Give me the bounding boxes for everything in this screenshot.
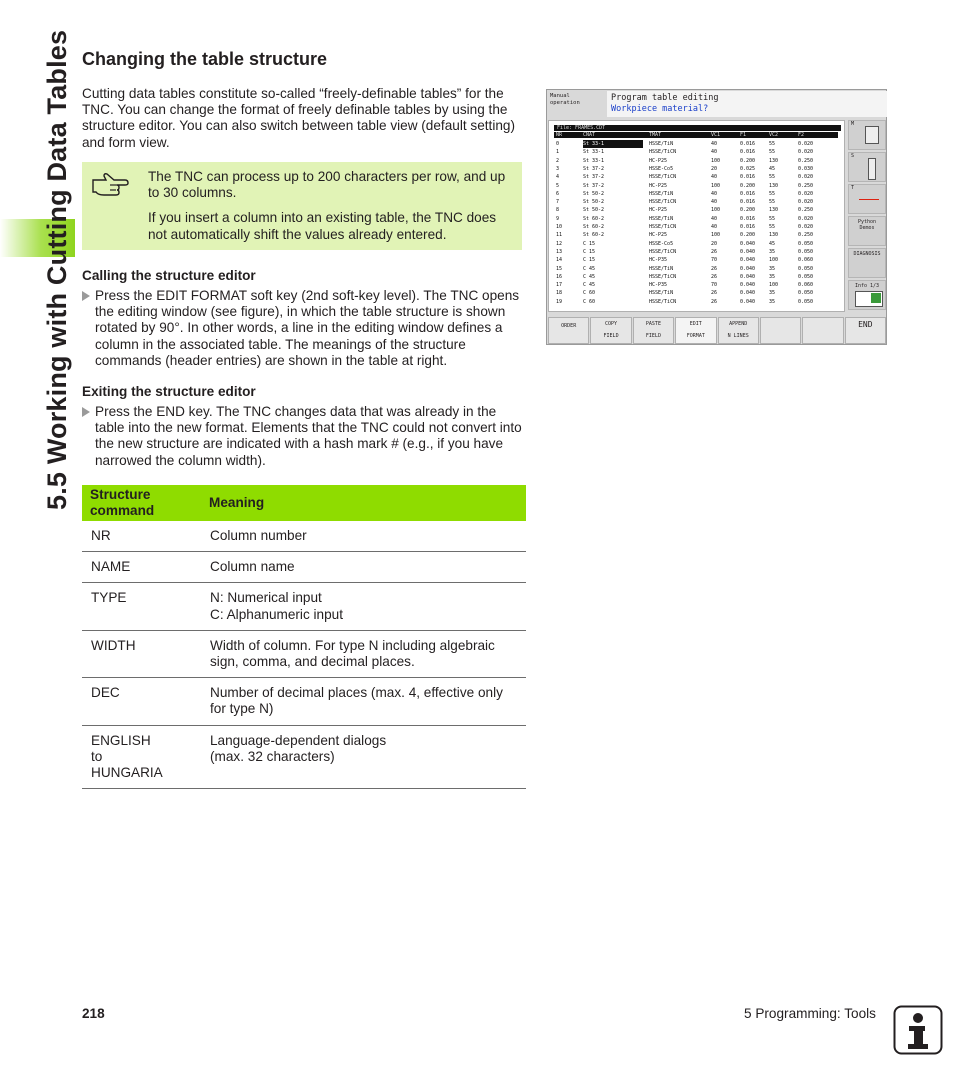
screen-table-cell: HC-P35 [649, 257, 668, 264]
screen-table-cell: 0.060 [798, 257, 814, 264]
softkey-button[interactable] [718, 317, 759, 344]
screen-table-cell: 55 [769, 190, 776, 197]
screen-table-row[interactable] [554, 190, 838, 198]
screen-table-cell: 40 [711, 224, 718, 230]
screen-table-cell: 40 [711, 141, 718, 147]
screen-table-row[interactable] [554, 248, 838, 256]
screen-table-cell: 55 [769, 199, 776, 206]
screen-table-row[interactable] [554, 182, 838, 190]
screen-table-cell: 1 [556, 149, 560, 156]
screen-table-cell: 26 [711, 248, 718, 255]
pointing-hand-icon [90, 170, 130, 198]
screen-table-cell: St 33-1 [583, 140, 643, 148]
note-line-1: The TNC can process up to 200 characters per row, and up to 30 columns. [148, 169, 506, 201]
diagnosis-box[interactable] [848, 248, 886, 278]
screen-table-cell: 0.016 [740, 215, 756, 222]
screen-table-cell: 0.025 [740, 165, 756, 172]
screen-table-cell: 13 [556, 248, 563, 255]
screen-table-cell: 70 [711, 257, 718, 264]
screen-table-area [548, 120, 845, 312]
meaning-cell: Column number [201, 521, 526, 552]
tool-arrow-icon [859, 199, 879, 200]
screen-table-cell: St 37-2 [583, 165, 605, 172]
screen-table-cell: HSSE/TiCN [649, 174, 677, 181]
tnc-screen-figure [546, 89, 887, 345]
bullet-arrow-icon [82, 291, 90, 301]
screen-table-cell: 0.250 [798, 157, 814, 164]
screen-table-cell: C 15 [583, 248, 596, 255]
screen-table-cell: 100 [769, 257, 779, 264]
table-row [82, 552, 526, 583]
screen-table-cell: 0.040 [740, 298, 756, 305]
screen-table-cell: 0.020 [798, 141, 814, 147]
screen-table-cell: 0.016 [740, 199, 756, 206]
spindle-m-box [848, 120, 886, 150]
screen-table-cell: St 37-2 [583, 174, 605, 181]
screen-table-cell: HSSE/TiN [649, 290, 674, 297]
screen-table-cell: 11 [556, 232, 563, 239]
screen-table-cell: 40 [711, 199, 718, 206]
info-box[interactable] [848, 280, 886, 310]
screen-table-row[interactable] [554, 206, 838, 214]
screen-table-row[interactable] [554, 148, 838, 156]
calling-heading: Calling the structure editor [82, 268, 256, 283]
screen-table-cell: HC-P25 [649, 182, 668, 189]
screen-table-cell: C 60 [583, 298, 596, 305]
screen-table-row[interactable] [554, 281, 838, 289]
screen-table-row[interactable] [554, 256, 838, 264]
screen-table-cell: HSSE-Co5 [649, 165, 674, 172]
meaning-cell: N: Numerical input C: Alphanumeric input [201, 583, 526, 630]
screen-table-cell: 45 [769, 240, 776, 247]
screen-table-row[interactable] [554, 215, 838, 223]
screen-table-cell: 0.050 [798, 248, 814, 255]
screen-table-cell: 20 [711, 165, 718, 172]
screen-table-cell: HSSE/TiCN [649, 273, 677, 280]
screen-table-row[interactable] [554, 157, 838, 165]
screen-table-cell: HSSE/TiCN [649, 149, 677, 156]
table-header-row [82, 485, 526, 521]
structure-command-cell: NR [82, 521, 201, 552]
screen-table-cell: 0.250 [798, 182, 814, 189]
softkey-label-bottom: FORMAT [686, 333, 705, 339]
softkey-button[interactable] [590, 317, 631, 344]
softkey-label-bottom: FIELD [645, 333, 661, 339]
screen-table-cell: St 33-1 [583, 149, 605, 156]
structure-command-cell: TYPE [82, 583, 201, 630]
exiting-bullet [82, 404, 526, 469]
screen-table-cell: HC-P25 [649, 232, 668, 239]
screen-table-cell: HC-P25 [649, 157, 668, 164]
screen-table-cell: C 45 [583, 282, 596, 289]
softkey-label-top: PASTE [645, 321, 661, 327]
page-number: 218 [82, 1006, 105, 1021]
screen-table-cell: St 60-2 [583, 232, 605, 239]
screen-table-cell: 0.040 [740, 248, 756, 255]
screen-table-cell: 0.040 [740, 290, 756, 297]
screen-table-cell: 0 [556, 141, 560, 147]
table-row [82, 583, 526, 630]
screen-table-cell: 0.250 [798, 207, 814, 214]
screen-table-cell: 0.020 [798, 215, 814, 222]
screen-table-cell: 17 [556, 282, 563, 289]
meaning-cell: Number of decimal places (max. 4, effective only for type N) [201, 678, 526, 725]
info-page-label: Info 1/3 [854, 283, 880, 289]
screen-column-header: CNAT [583, 132, 596, 138]
screen-title-line-1: Program table editing [611, 93, 719, 103]
screen-table-cell: 2 [556, 157, 560, 164]
screen-table-cell: 0.030 [798, 165, 814, 172]
header-structure-command: Structure command [82, 485, 201, 521]
screen-table-cell: 0.050 [798, 290, 814, 297]
screen-table-cell: C 15 [583, 257, 596, 264]
softkey-button[interactable] [802, 317, 843, 344]
screen-table-cell: 3 [556, 165, 560, 172]
screen-table-cell: 0.040 [740, 273, 756, 280]
table-row [82, 678, 526, 725]
screen-title-line-2: Workpiece material? [611, 104, 709, 114]
exiting-text: Press the END key. The TNC changes data that was already in the table into the new format. Elements that the TNC could not convert into the new structure are indicated with a hash mark # (e.g., if you have narrowed the column width). [95, 404, 522, 468]
screen-table-cell: HSSE/TiN [649, 141, 674, 147]
meaning-cell: Width of column. For type N including algebraic sign, comma, and decimal places. [201, 630, 526, 677]
screen-column-header: VC2 [769, 132, 779, 138]
screen-table-row[interactable] [554, 223, 838, 231]
screen-table-cell: 55 [769, 174, 776, 181]
structure-command-cell: DEC [82, 678, 201, 725]
screen-table-cell: 8 [556, 207, 560, 214]
softkey-button[interactable] [845, 317, 886, 344]
screen-table-cell: 0.020 [798, 174, 814, 181]
screen-table-cell: 100 [711, 182, 721, 189]
softkey-label-top: EDIT [689, 321, 702, 327]
screen-table-cell: C 60 [583, 290, 596, 297]
screen-table-cell: 35 [769, 273, 776, 280]
diagnosis-label: DIAGNOSIS [853, 251, 881, 257]
screen-table-cell: HSSE/TiCN [649, 248, 677, 255]
spindle-icon [868, 158, 876, 180]
structure-command-cell: ENGLISH to HUNGARIA [82, 725, 201, 789]
softkey-label-top: APPEND [729, 321, 748, 327]
screen-table-cell: 12 [556, 240, 563, 247]
screen-table-cell: HC-P35 [649, 282, 668, 289]
structure-command-table [82, 485, 526, 789]
screen-table-cell: 0.040 [740, 240, 756, 247]
screen-table-cell: HSSE/TiN [649, 190, 674, 197]
screen-column-header: VC1 [711, 132, 721, 138]
screen-table-cell: 0.016 [740, 190, 756, 197]
screen-table-cell: 100 [711, 232, 721, 239]
screen-table-cell: 0.200 [740, 182, 756, 189]
note-line-2: If you insert a column into an existing table, the TNC does not automatically shift the values already entered. [148, 210, 497, 242]
screen-table-cell: 40 [711, 215, 718, 222]
screen-table-cell: St 37-2 [583, 182, 605, 189]
screen-table-cell: 0.016 [740, 149, 756, 156]
screen-table-cell: 5 [556, 182, 560, 189]
screen-table-cell: 130 [769, 182, 779, 189]
meaning-cell: Language-dependent dialogs (max. 32 characters) [201, 725, 526, 789]
screen-table-cell: C 45 [583, 265, 596, 272]
structure-command-cell: WIDTH [82, 630, 201, 677]
softkey-button[interactable] [633, 317, 674, 344]
screen-table-cell: HSSE/TiN [649, 215, 674, 222]
screen-table-cell: 4 [556, 174, 560, 181]
screen-table-cell: 70 [711, 282, 718, 289]
header-meaning: Meaning [201, 485, 526, 521]
screen-table-cell: 0.040 [740, 265, 756, 272]
screen-table-cell: HSSE/TiCN [649, 224, 677, 230]
screen-table-cell: 15 [556, 265, 563, 272]
screen-title-box [607, 91, 887, 117]
screen-table-cell: 35 [769, 298, 776, 305]
screen-column-header: NR [556, 132, 563, 138]
screen-table-cell: HC-P25 [649, 207, 668, 214]
table-row [82, 725, 526, 789]
softkey-label-top: COPY [605, 321, 618, 327]
calling-text: Press the EDIT FORMAT soft key (2nd soft-key level). The TNC opens the editing window (see figure), in which the table structure is shown rotated by 90°. In other words, a line in the editing window defines a column in the associated table. The meanings of the structure commands (header entries) are shown in the table at right. [95, 288, 520, 368]
screen-table-cell: 130 [769, 232, 779, 239]
screen-table-cell: 19 [556, 298, 563, 305]
tool-t-box [848, 184, 886, 214]
screen-table-cell: 26 [711, 265, 718, 272]
screen-table-cell: 26 [711, 273, 718, 280]
screen-table-cell: 10 [556, 224, 563, 230]
screen-table-cell: 130 [769, 157, 779, 164]
screen-table-cell: 20 [711, 240, 718, 247]
screen-table-cell: St 50-2 [583, 190, 605, 197]
screen-table-cell: 26 [711, 290, 718, 297]
softkey-button[interactable] [760, 317, 801, 344]
softkey-label-bottom: N LINES [727, 333, 749, 339]
softkey-row [548, 317, 887, 344]
machine-icon [865, 126, 879, 144]
exiting-heading: Exiting the structure editor [82, 384, 256, 399]
screen-table-cell: 100 [711, 157, 721, 164]
bullet-arrow-icon [82, 407, 90, 417]
screen-table-cell: 0.020 [798, 199, 814, 206]
screen-table-cell: HSSE/TiCN [649, 298, 677, 305]
screen-table-cell: C 15 [583, 240, 596, 247]
meaning-cell: Column name [201, 552, 526, 583]
spindle-s-box [848, 152, 886, 182]
screen-table-cell: 0.050 [798, 298, 814, 305]
screen-table-cell: C 45 [583, 273, 596, 280]
softkey-label-bottom: FIELD [603, 333, 619, 339]
screen-table-header [554, 132, 838, 138]
calling-bullet [82, 288, 526, 369]
table-row [82, 630, 526, 677]
screen-table-cell: 0.016 [740, 224, 756, 230]
screen-column-header: TMAT [649, 132, 662, 138]
screen-table-row[interactable] [554, 298, 838, 306]
screen-table-cell: 35 [769, 248, 776, 255]
side-chapter-title: 5.5 Working with Cutting Data Tables [42, 29, 72, 510]
screen-mode-label: Manual operation [550, 93, 580, 106]
screen-table-cell: 9 [556, 215, 560, 222]
screen-right-panel [848, 120, 886, 316]
screen-table-cell: 130 [769, 207, 779, 214]
info-icon [893, 1005, 943, 1055]
screen-table-row[interactable] [554, 240, 838, 248]
screen-table-cell: 100 [711, 207, 721, 214]
screen-table-cell: 0.020 [798, 224, 814, 230]
screen-table-cell: 55 [769, 215, 776, 222]
section-heading: Changing the table structure [82, 49, 328, 69]
screen-table-cell: 0.200 [740, 232, 756, 239]
screen-table-cell: 35 [769, 290, 776, 297]
python-demos-box[interactable]: Python Demos [848, 216, 886, 246]
screen-table-row[interactable] [554, 165, 838, 173]
screen-table-cell: HSSE/TiCN [649, 199, 677, 206]
screen-table-cell: 0.040 [740, 282, 756, 289]
structure-command-cell: NAME [82, 552, 201, 583]
screen-column-header: F2 [798, 132, 805, 138]
screen-table-cell: 40 [711, 149, 718, 156]
table-row [82, 521, 526, 552]
chapter-side-tab [0, 0, 75, 1091]
screen-table-cell: 0.050 [798, 240, 814, 247]
softkey-button[interactable] [675, 317, 716, 344]
screen-table-row[interactable] [554, 173, 838, 181]
screen-column-header: F1 [740, 132, 747, 138]
screen-table-cell: 0.020 [798, 190, 814, 197]
info-page-icon [855, 291, 883, 307]
screen-table-cell: 0.200 [740, 207, 756, 214]
screen-table-cell: HSSE/TiN [649, 265, 674, 272]
screen-file-bar: File: FRAMES.CDT [554, 125, 841, 131]
note-box [82, 162, 522, 250]
screen-table-cell: 0.016 [740, 174, 756, 181]
screen-table-cell: 35 [769, 265, 776, 272]
screen-table-cell: St 50-2 [583, 207, 605, 214]
screen-table-cell: 0.040 [740, 257, 756, 264]
screen-table-cell: 0.250 [798, 232, 814, 239]
screen-table-row[interactable] [554, 231, 838, 239]
screen-table-cell: 0.060 [798, 282, 814, 289]
screen-table-cell: St 33-1 [583, 157, 605, 164]
softkey-label-bottom: END [858, 320, 873, 329]
footer-chapter: 5 Programming: Tools [744, 1006, 876, 1021]
screen-table-cell: 26 [711, 298, 718, 305]
screen-table-row[interactable] [554, 265, 838, 273]
screen-table-cell: 40 [711, 190, 718, 197]
m-label: M [851, 121, 855, 127]
screen-table-row[interactable] [554, 289, 838, 297]
screen-table-cell: St 50-2 [583, 199, 605, 206]
screen-table-row[interactable] [554, 140, 838, 148]
screen-table-cell: St 60-2 [583, 215, 605, 222]
t-label: T [851, 185, 855, 191]
screen-table-row[interactable] [554, 273, 838, 281]
screen-table-cell: St 60-2 [583, 224, 605, 230]
screen-table-cell: 7 [556, 199, 560, 206]
screen-table-cell: 100 [769, 282, 779, 289]
screen-table-cell: 0.200 [740, 157, 756, 164]
screen-table-cell: 18 [556, 290, 563, 297]
screen-table-row[interactable] [554, 198, 838, 206]
screen-table-cell: 55 [769, 141, 776, 147]
screen-table-cell: HSSE-Co5 [649, 240, 674, 247]
intro-paragraph: Cutting data tables constitute so-called “freely-definable tables” for the TNC. You can change the format of freely definable tables by using the structure editor. You can also switch between table view (default setting) and form view. [82, 86, 515, 150]
screen-table-cell: 0.020 [798, 149, 814, 156]
screen-table-cell: 0.050 [798, 265, 814, 272]
screen-table-cell: 0.050 [798, 273, 814, 280]
screen-table-cell: 6 [556, 190, 560, 197]
screen-table-cell: 0.016 [740, 141, 756, 147]
s-label: S [851, 153, 855, 159]
screen-table-cell: 55 [769, 149, 776, 156]
screen-table-cell: 55 [769, 224, 776, 230]
softkey-label-bottom: ORDER [561, 323, 577, 329]
screen-table-cell: 45 [769, 165, 776, 172]
screen-table-cell: 16 [556, 273, 563, 280]
softkey-button[interactable] [548, 317, 589, 344]
screen-table-cell: 14 [556, 257, 563, 264]
screen-table-cell: 40 [711, 174, 718, 181]
